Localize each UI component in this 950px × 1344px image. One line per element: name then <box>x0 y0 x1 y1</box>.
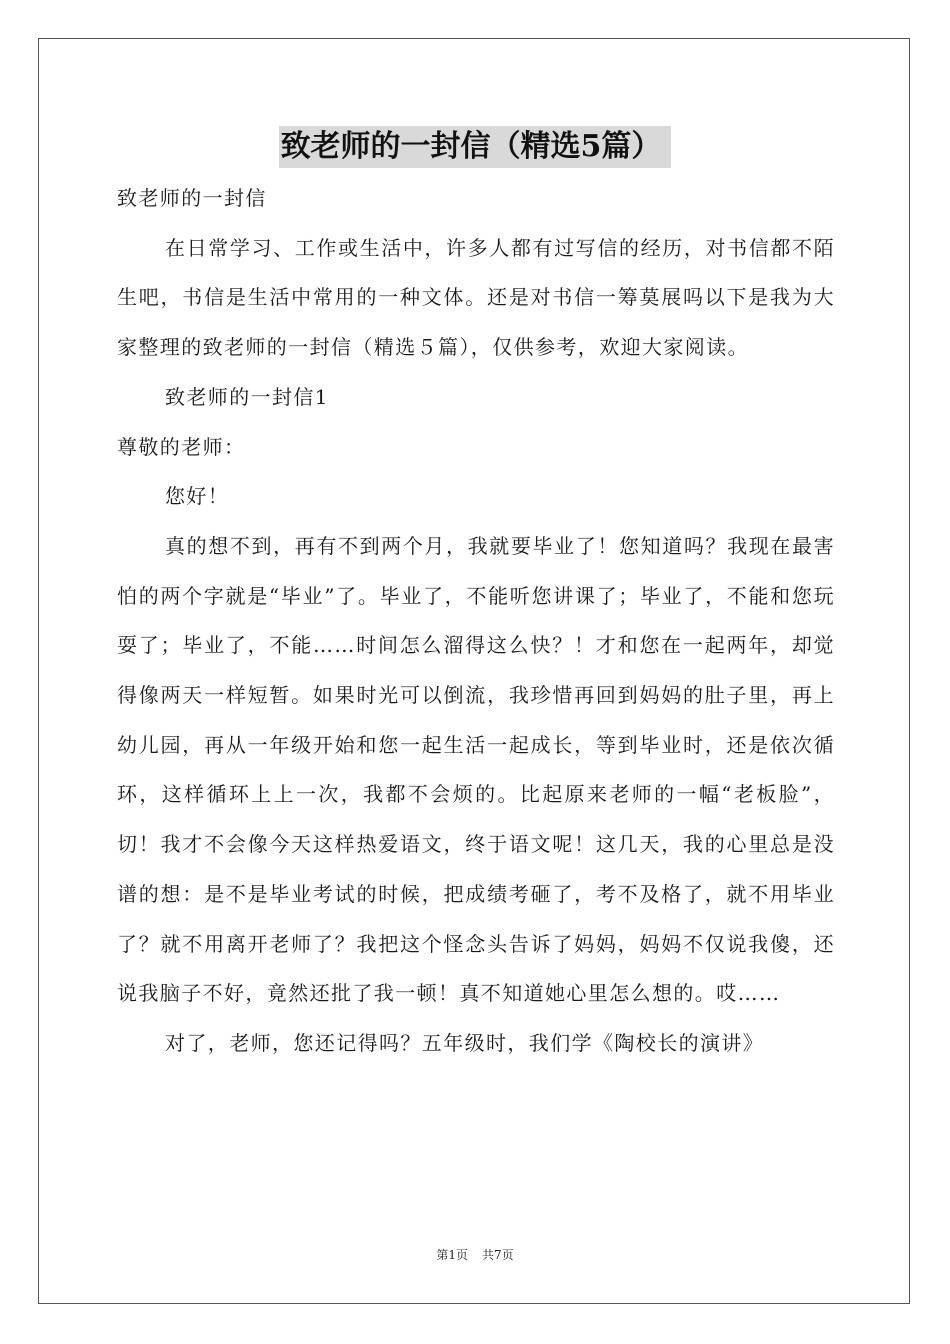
document-body <box>117 174 835 1069</box>
title-container <box>0 126 950 168</box>
document-title: 致老师的一封信（精选5篇） <box>279 126 672 168</box>
page-total: 共7页 <box>482 1248 514 1262</box>
paragraph: 致老师的一封信 <box>117 186 267 210</box>
paragraph: 在日常学习、工作或生活中，许多人都有过写信的经历，对书信都不陌生吧，书信是生活中常用的一种文体。还是对书信一筹莫展吗以下是我为大家整理的致老师的一封信（精选５篇），仅供参考，欢迎大家阅读。 <box>117 235 835 360</box>
paragraph: 致老师的一封信1 <box>165 384 329 409</box>
page-footer <box>0 1246 950 1263</box>
paragraph: 尊敬的老师： <box>117 434 246 459</box>
paragraph: 对了，老师，您还记得吗？五年级时，我们学《陶校长的演讲》 <box>165 1030 765 1055</box>
paragraph: 真的想不到，再有不到两个月，我就要毕业了！您知道吗？我现在最害怕的两个字就是“毕业”了。毕业了，不能听您讲课了；毕业了，不能和您玩耍了；毕业了，不能……时间怎么溜得这么快？！才和您在一起两年，却觉得像两天一样短暂。如果时光可以倒流，我珍惜再回到妈妈的肚子里，再上幼儿园，再从一年级开始和您一起生活一起成长，等到毕业时，还是依次循环，这样循环上上一次，我都不会烦的。比起原来老师的一幅“老板脸”，切！我才不会像今天这样热爱语文，终于语文呢！这几天，我的心里总是没谱的想：是不是毕业考试的时候，把成绩考砸了，考不及格了，就不用毕业了？就不用离开老师了？我把这个怪念头告诉了妈妈，妈妈不仅说我傻，还说我脑子不好，竟然还批了我一顿！真不知道她心里怎么想的。哎…… <box>117 533 835 1006</box>
paragraph: 您好！ <box>165 484 230 509</box>
page-number: 第1页 <box>436 1248 468 1262</box>
